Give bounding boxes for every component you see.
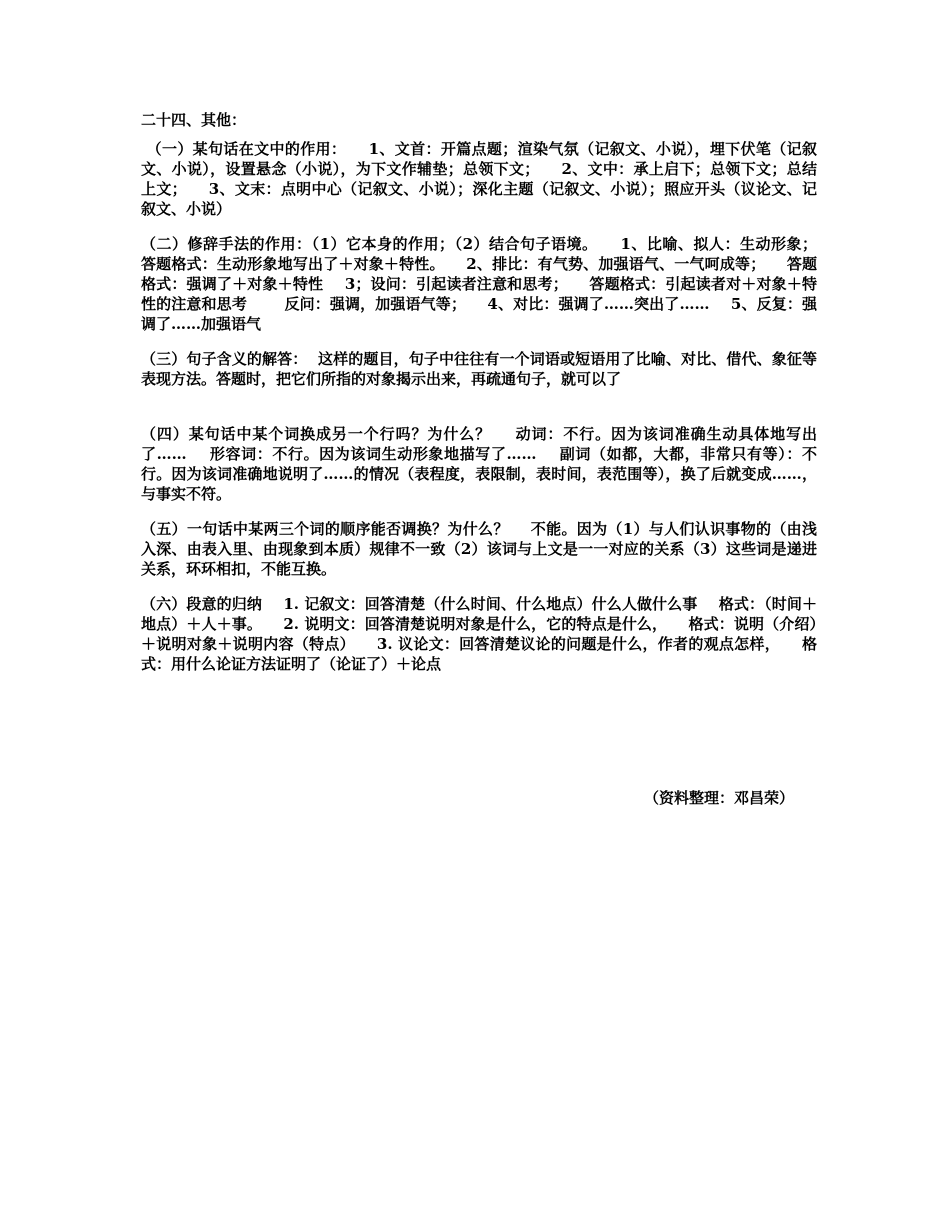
compiler-credit: （资料整理：邓昌荣）: [643, 789, 794, 807]
section-heading: 二十四、其他：: [141, 111, 247, 129]
paragraph-word-order: （五）一句话中某两三个词的顺序能否调换？为什么？ 不能。因为（1）与人们认识事物的（由浅入深、由表入里、由现象到本质）规律不一致（2）该词与上文是一一对应的关系（3）这些词是递进关系，环环相扣，不能互换。: [141, 520, 817, 578]
paragraph-sentence-meaning: （三）句子含义的解答： 这样的题目，句子中往往有一个词语或短语用了比喻、对比、借代、象征等表现方法。答题时，把它们所指的对象揭示出来，再疏通句子，就可以了: [141, 350, 817, 388]
paragraph-sentence-function: （一）某句话在文中的作用： 1、文首：开篇点题；渲染气氛（记叙文、小说），埋下伏笔（记叙文、小说），设置悬念（小说），为下文作辅垫；总领下文； 2、文中：承上启下；总领下文；总结上文； 3、文末：点明中心（记叙文、小说）；深化主题（记叙文、小说）；照应开头（议论文、记叙文、小说）: [141, 140, 817, 218]
document-body: [141, 110, 838, 689]
paragraph-section-summary: （六）段意的归纳 1. 记叙文：回答清楚（什么时间、什么地点）什么人做什么事 格式：（时间＋地点）＋人＋事。 2. 说明文：回答清楚说明对象是什么，它的特点是什么， 格式：说明（介绍）＋说明对象＋说明内容（特点） 3. 议论文：回答清楚议论的问题是什么，作者的观点怎样， 格式：用什么论证方法证明了（论证了）＋论点: [141, 595, 817, 673]
paragraph-word-replacement: （四）某句话中某个词换成另一个行吗？为什么？ 动词：不行。因为该词准确生动具体地写出了…… 形容词：不行。因为该词生动形象地描写了…… 副词（如都，大都，非常只有等）：不行。因为该词准确地说明了……的情况（表程度，表限制，表时间，表范围等），换了后就变成……，与事实不符。: [141, 425, 817, 503]
paragraph-rhetoric-function: （二）修辞手法的作用：（1）它本身的作用；（2）结合句子语境。 1、比喻、拟人：生动形象； 答题格式：生动形象地写出了＋对象＋特性。 2、排比：有气势、加强语气、一气呵成等； 答题格式：强调了＋对象＋特性 3；设问：引起读者注意和思考； 答题格式：引起读者对＋对象＋特性的注意和思考 反问：强调，加强语气等； 4、对比：强调了……突出了…… 5、反复：强调了……加强语气: [141, 235, 838, 333]
